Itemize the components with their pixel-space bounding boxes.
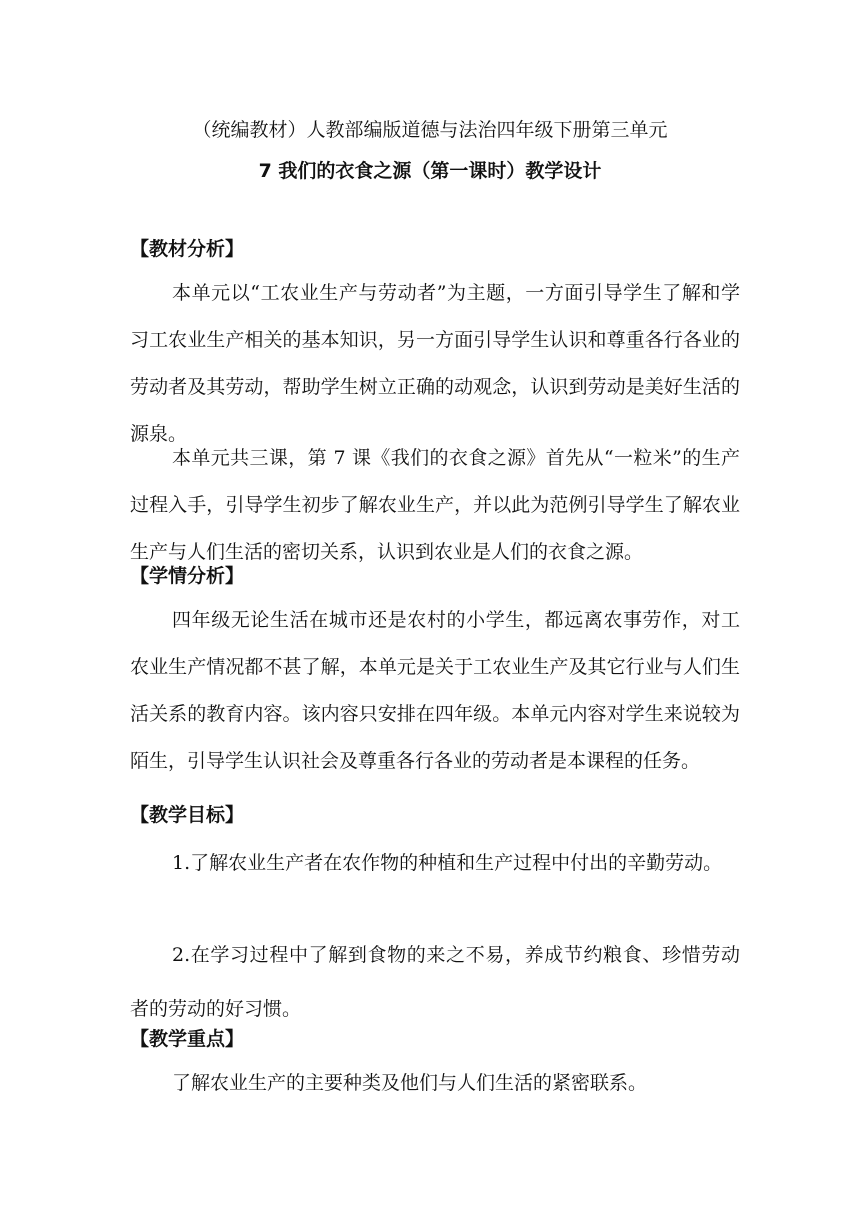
document-subtitle: （统编教材）人教部编版道德与法治四年级下册第三单元 [192,119,668,141]
document-title: 7 我们的衣食之源（第一课时）教学设计 [258,160,602,182]
paragraph-textbook-analysis-1: 本单元以“工农业生产与劳动者”为主题，一方面引导学生了解和学习工农业生产相关的基本知识，另一方面引导学生认识和尊重各行各业的劳动者及其劳动，帮助学生树立正确的动观念，认识到劳动是美好生活的源泉。 [130,282,740,445]
section-heading-teaching-focus: 【教学重点】 [130,1028,245,1050]
section-heading-student-analysis: 【学情分析】 [130,565,245,587]
paragraph-textbook-analysis-2: 本单元共三课，第 7 课《我们的衣食之源》首先从“一粒米”的生产过程入手，引导学生初步了解农业生产，并以此为范例引导学生了解农业生产与人们生活的密切关系，认识到农业是人们的衣食之源。 [130,447,740,563]
section-heading-teaching-objectives: 【教学目标】 [130,804,245,826]
paragraph-teaching-focus-1: 了解农业生产的主要种类及他们与人们生活的紧密联系。 [172,1072,648,1094]
paragraph-teaching-objective-2: 2.在学习过程中了解到食物的来之不易，养成节约粮食、珍惜劳动者的劳动的好习惯。 [130,944,740,1020]
paragraph-teaching-objective-1: 1.了解农业生产者在农作物的种植和生产过程中付出的辛勤劳动。 [172,852,723,874]
section-heading-textbook-analysis: 【教材分析】 [130,238,245,260]
paragraph-student-analysis-1: 四年级无论生活在城市还是农村的小学生，都远离农事劳作，对工农业生产情况都不甚了解，本单元是关于工农业生产及其它行业与人们生活关系的教育内容。该内容只安排在四年级。本单元内容对学生来说较为陌生，引导学生认识社会及尊重各行各业的劳动者是本课程的任务。 [130,609,740,772]
